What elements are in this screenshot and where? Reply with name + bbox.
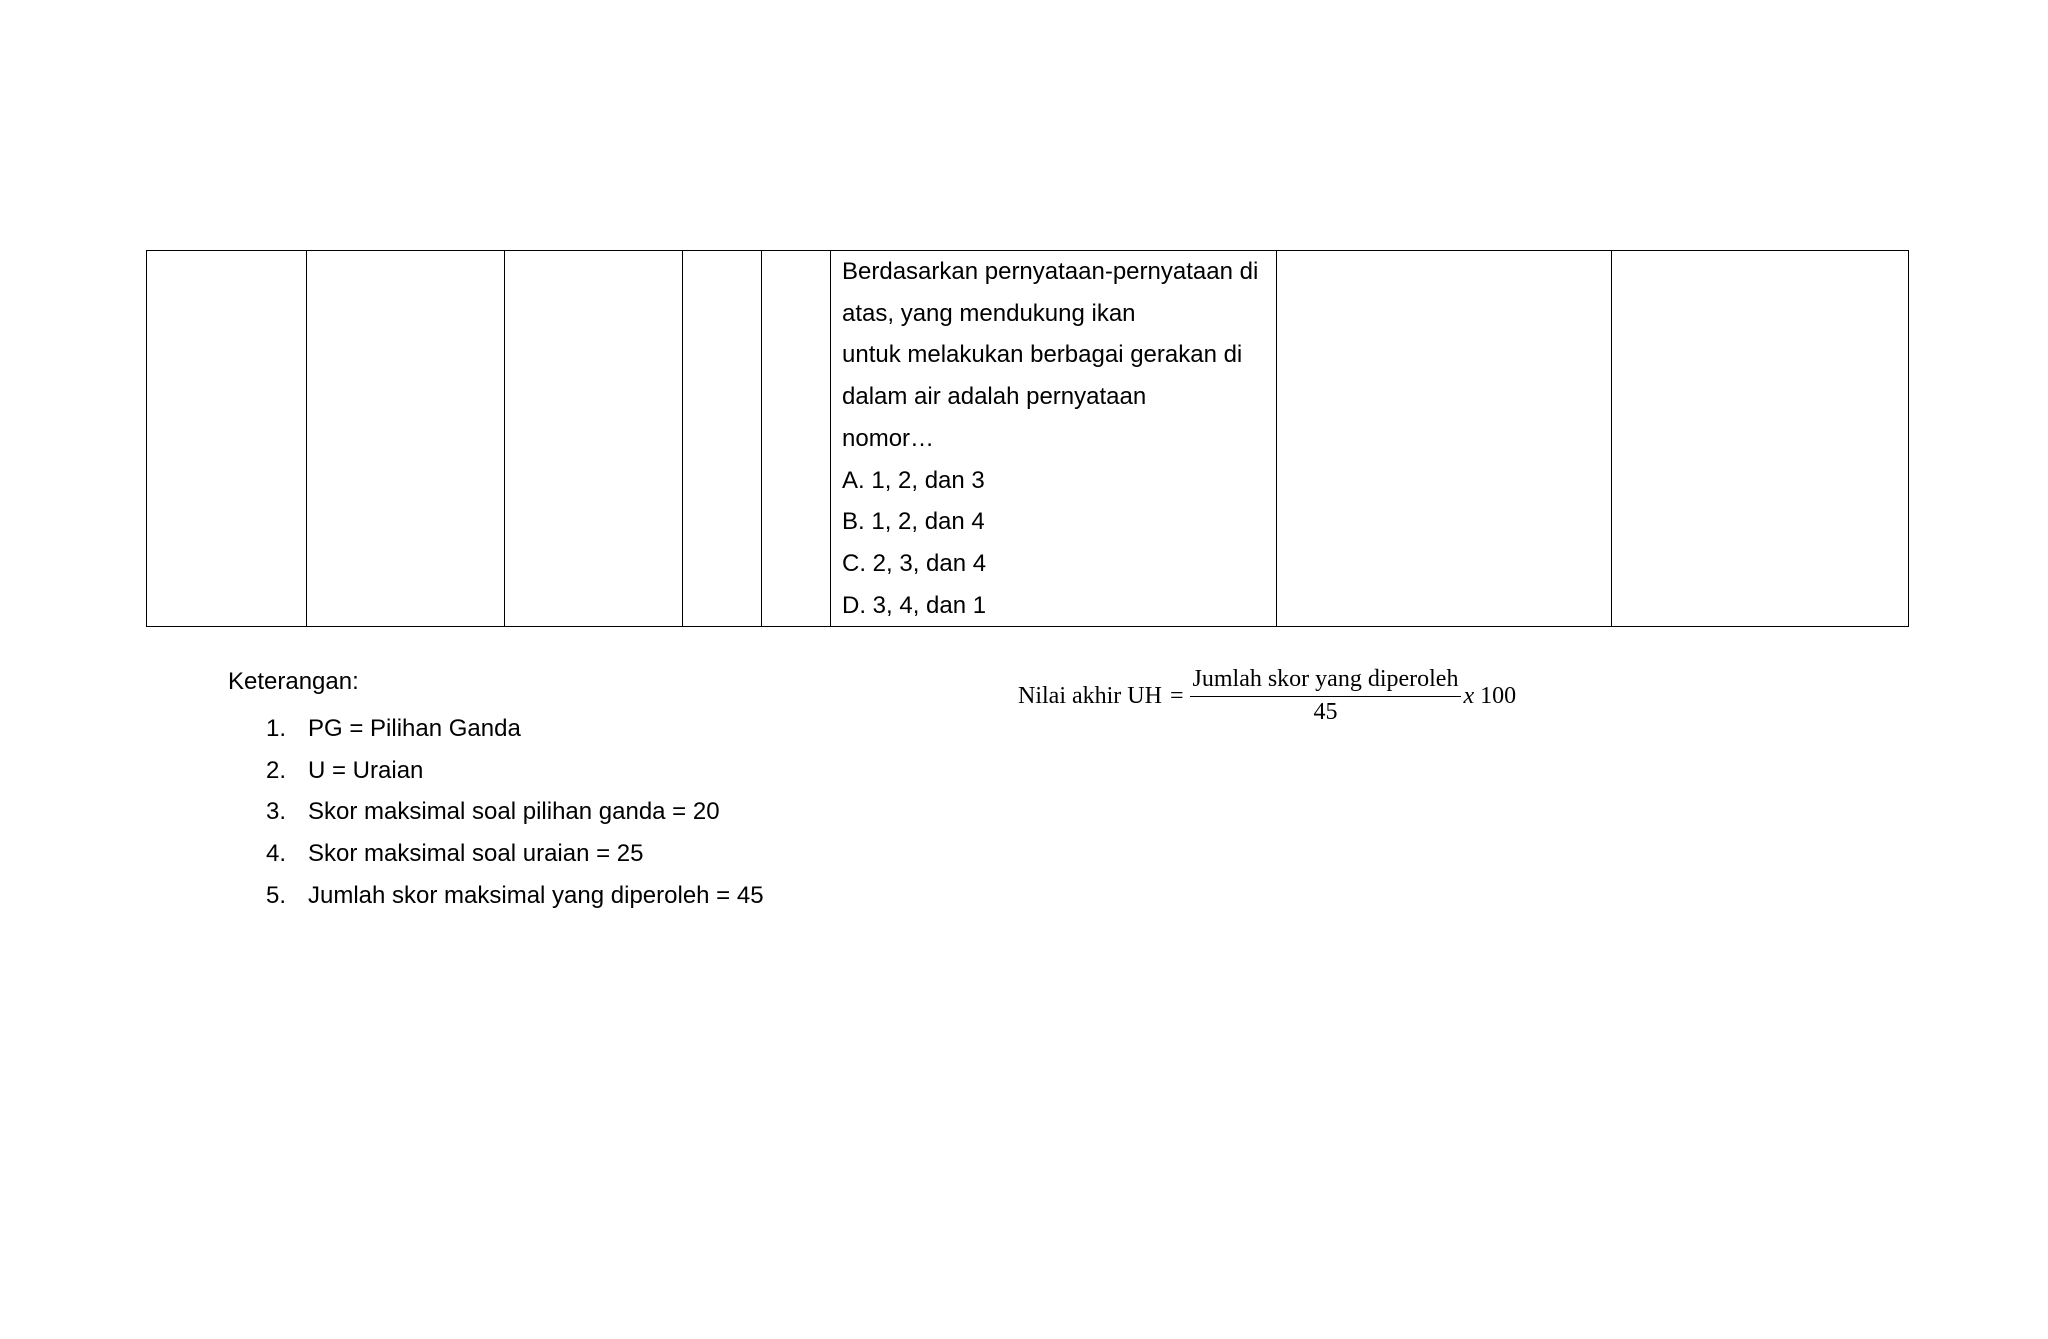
formula-multiplier-symbol: x: [1463, 682, 1475, 709]
question-cell: [831, 251, 1277, 627]
list-item-number: 5.: [266, 881, 287, 909]
list-item-text: Skor maksimal soal uraian = 25: [308, 840, 644, 868]
table-cell-4: [683, 251, 762, 627]
list-item: [266, 708, 764, 750]
list-item: [266, 791, 764, 833]
formula-fraction: [1190, 666, 1462, 726]
table-cell-5: [762, 251, 831, 627]
list-item: [266, 833, 764, 875]
table-cell-2: [307, 251, 505, 627]
score-formula: [1018, 666, 1516, 726]
answer-option-b: B. 1, 2, dan 4: [842, 508, 985, 536]
table-row: [147, 251, 1909, 627]
list-item: [266, 875, 764, 917]
formula-equals: =: [1169, 682, 1184, 709]
notes-title: Keterangan:: [228, 668, 359, 695]
question-text-line: Berdasarkan pernyataan-pernyataan di: [842, 258, 1259, 285]
question-text-line: dalam air adalah pernyataan: [842, 383, 1147, 411]
formula-numerator: Jumlah skor yang diperoleh: [1190, 666, 1462, 697]
table-cell-3: [505, 251, 683, 627]
table-cell-1: [147, 251, 307, 627]
table-cell-7: [1277, 251, 1612, 627]
list-item-text: Skor maksimal soal pilihan ganda = 20: [308, 798, 720, 826]
formula-lhs: Nilai akhir UH: [1018, 682, 1162, 709]
list-item-text: Jumlah skor maksimal yang diperoleh = 45: [308, 881, 764, 909]
list-item-text: PG = Pilihan Ganda: [308, 715, 521, 742]
list-item-text: U = Uraian: [308, 756, 424, 784]
table-cell-8: [1612, 251, 1909, 627]
list-item-number: 3.: [266, 798, 287, 826]
list-item: [266, 750, 764, 792]
answer-option-a: A. 1, 2, dan 3: [842, 466, 985, 494]
list-item-number: 2.: [266, 756, 287, 784]
formula-multiplier: [1463, 683, 1516, 710]
answer-option-d: D. 3, 4, dan 1: [842, 591, 987, 619]
formula-denominator: 45: [1313, 699, 1338, 725]
notes-list: [266, 708, 764, 917]
assessment-table: [146, 250, 1909, 627]
formula-multiplier-value: 100: [1480, 682, 1517, 709]
list-item-number: 1.: [266, 715, 287, 742]
answer-option-c: C. 2, 3, dan 4: [842, 549, 987, 577]
question-text-line: untuk melakukan berbagai gerakan di: [842, 341, 1243, 369]
question-text-line: nomor…: [842, 424, 935, 452]
list-item-number: 4.: [266, 840, 287, 868]
question-text-line: atas, yang mendukung ikan: [842, 299, 1136, 327]
